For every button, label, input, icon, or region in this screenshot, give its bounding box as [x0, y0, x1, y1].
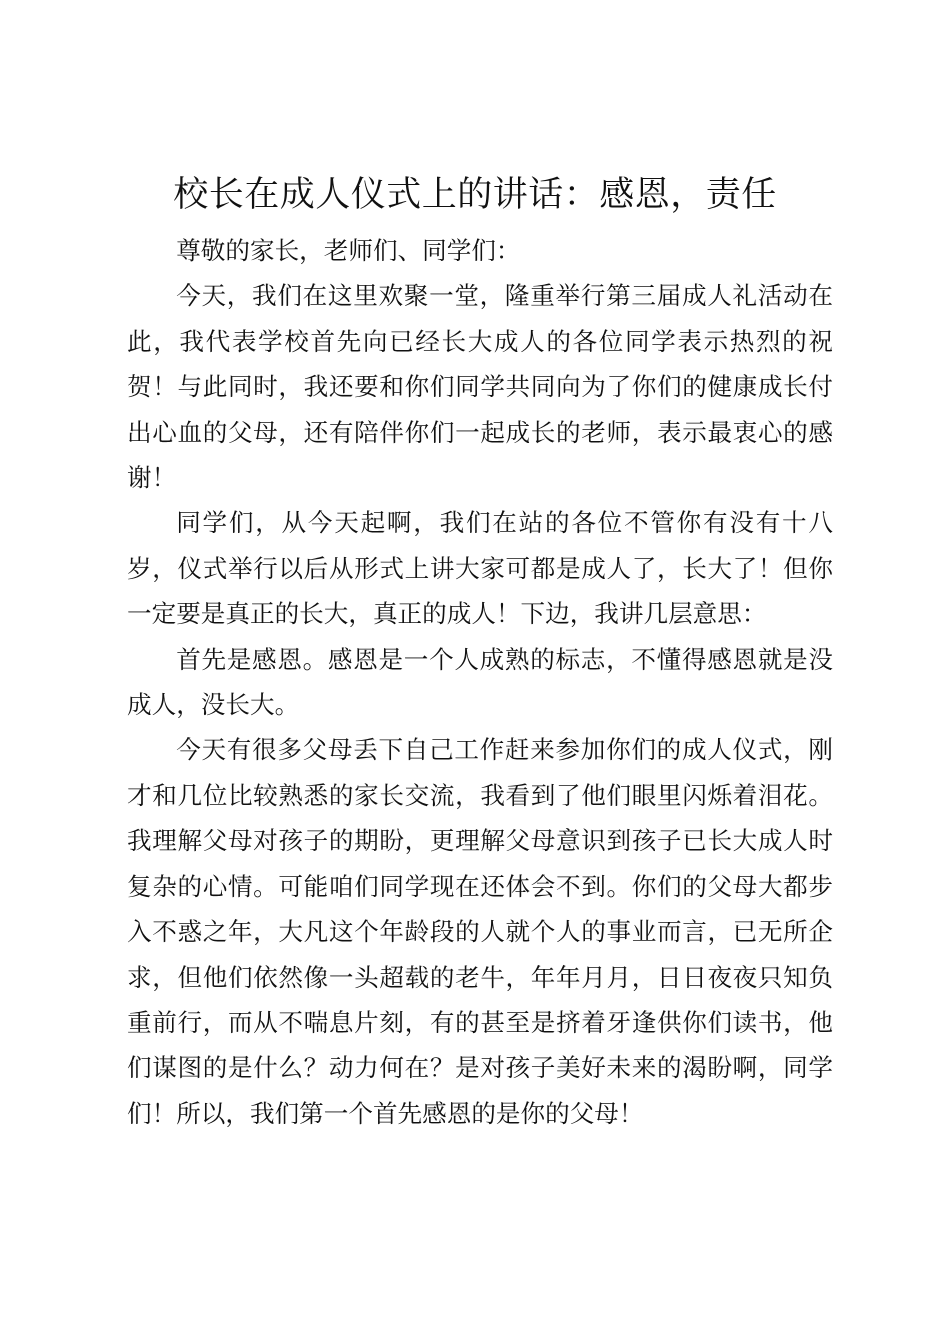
document-body	[127, 228, 833, 1136]
document-title: 校长在成人仪式上的讲话：感恩，责任	[173, 175, 777, 215]
paragraph-parents: 今天有很多父母丢下自己工作赶来参加你们的成人仪式，刚才和几位比较熟悉的家长交流，我看到了他们眼里闪烁着泪花。我理解父母对孩子的期盼，更理解父母意识到孩子已长大成人时复杂的心情。可能咱们同学现在还体会不到。你们的父母大都步入不惑之年，大凡这个年龄段的人就个人的事业而言，已无所企求，但他们依然像一头超载的老牛，年年月月，日日夜夜只知负重前行，而从不喘息片刻，有的甚至是挤着牙逢供你们读书，他们谋图的是什么？动力何在？是对孩子美好未来的渴盼啊，同学们！所以，我们第一个首先感恩的是你的父母！	[127, 735, 833, 1128]
salutation: 尊敬的家长，老师们、同学们：	[176, 236, 521, 265]
paragraph-opening: 今天，我们在这里欢聚一堂，隆重举行第三届成人礼活动在此，我代表学校首先向已经长大成人的各位同学表示热烈的祝贺！与此同时，我还要和你们同学共同向为了你们的健康成长付出心血的父母，还有陪伴你们一起成长的老师，表示最衷心的感谢！	[127, 281, 833, 493]
paragraph-growing-up: 同学们，从今天起啊，我们在站的各位不管你有没有十八岁，仪式举行以后从形式上讲大家可都是成人了，长大了！但你一定要是真正的长大，真正的成人！下边，我讲几层意思：	[127, 508, 833, 629]
paragraph-gratitude: 首先是感恩。感恩是一个人成熟的标志，不懂得感恩就是没成人，没长大。	[127, 644, 833, 720]
